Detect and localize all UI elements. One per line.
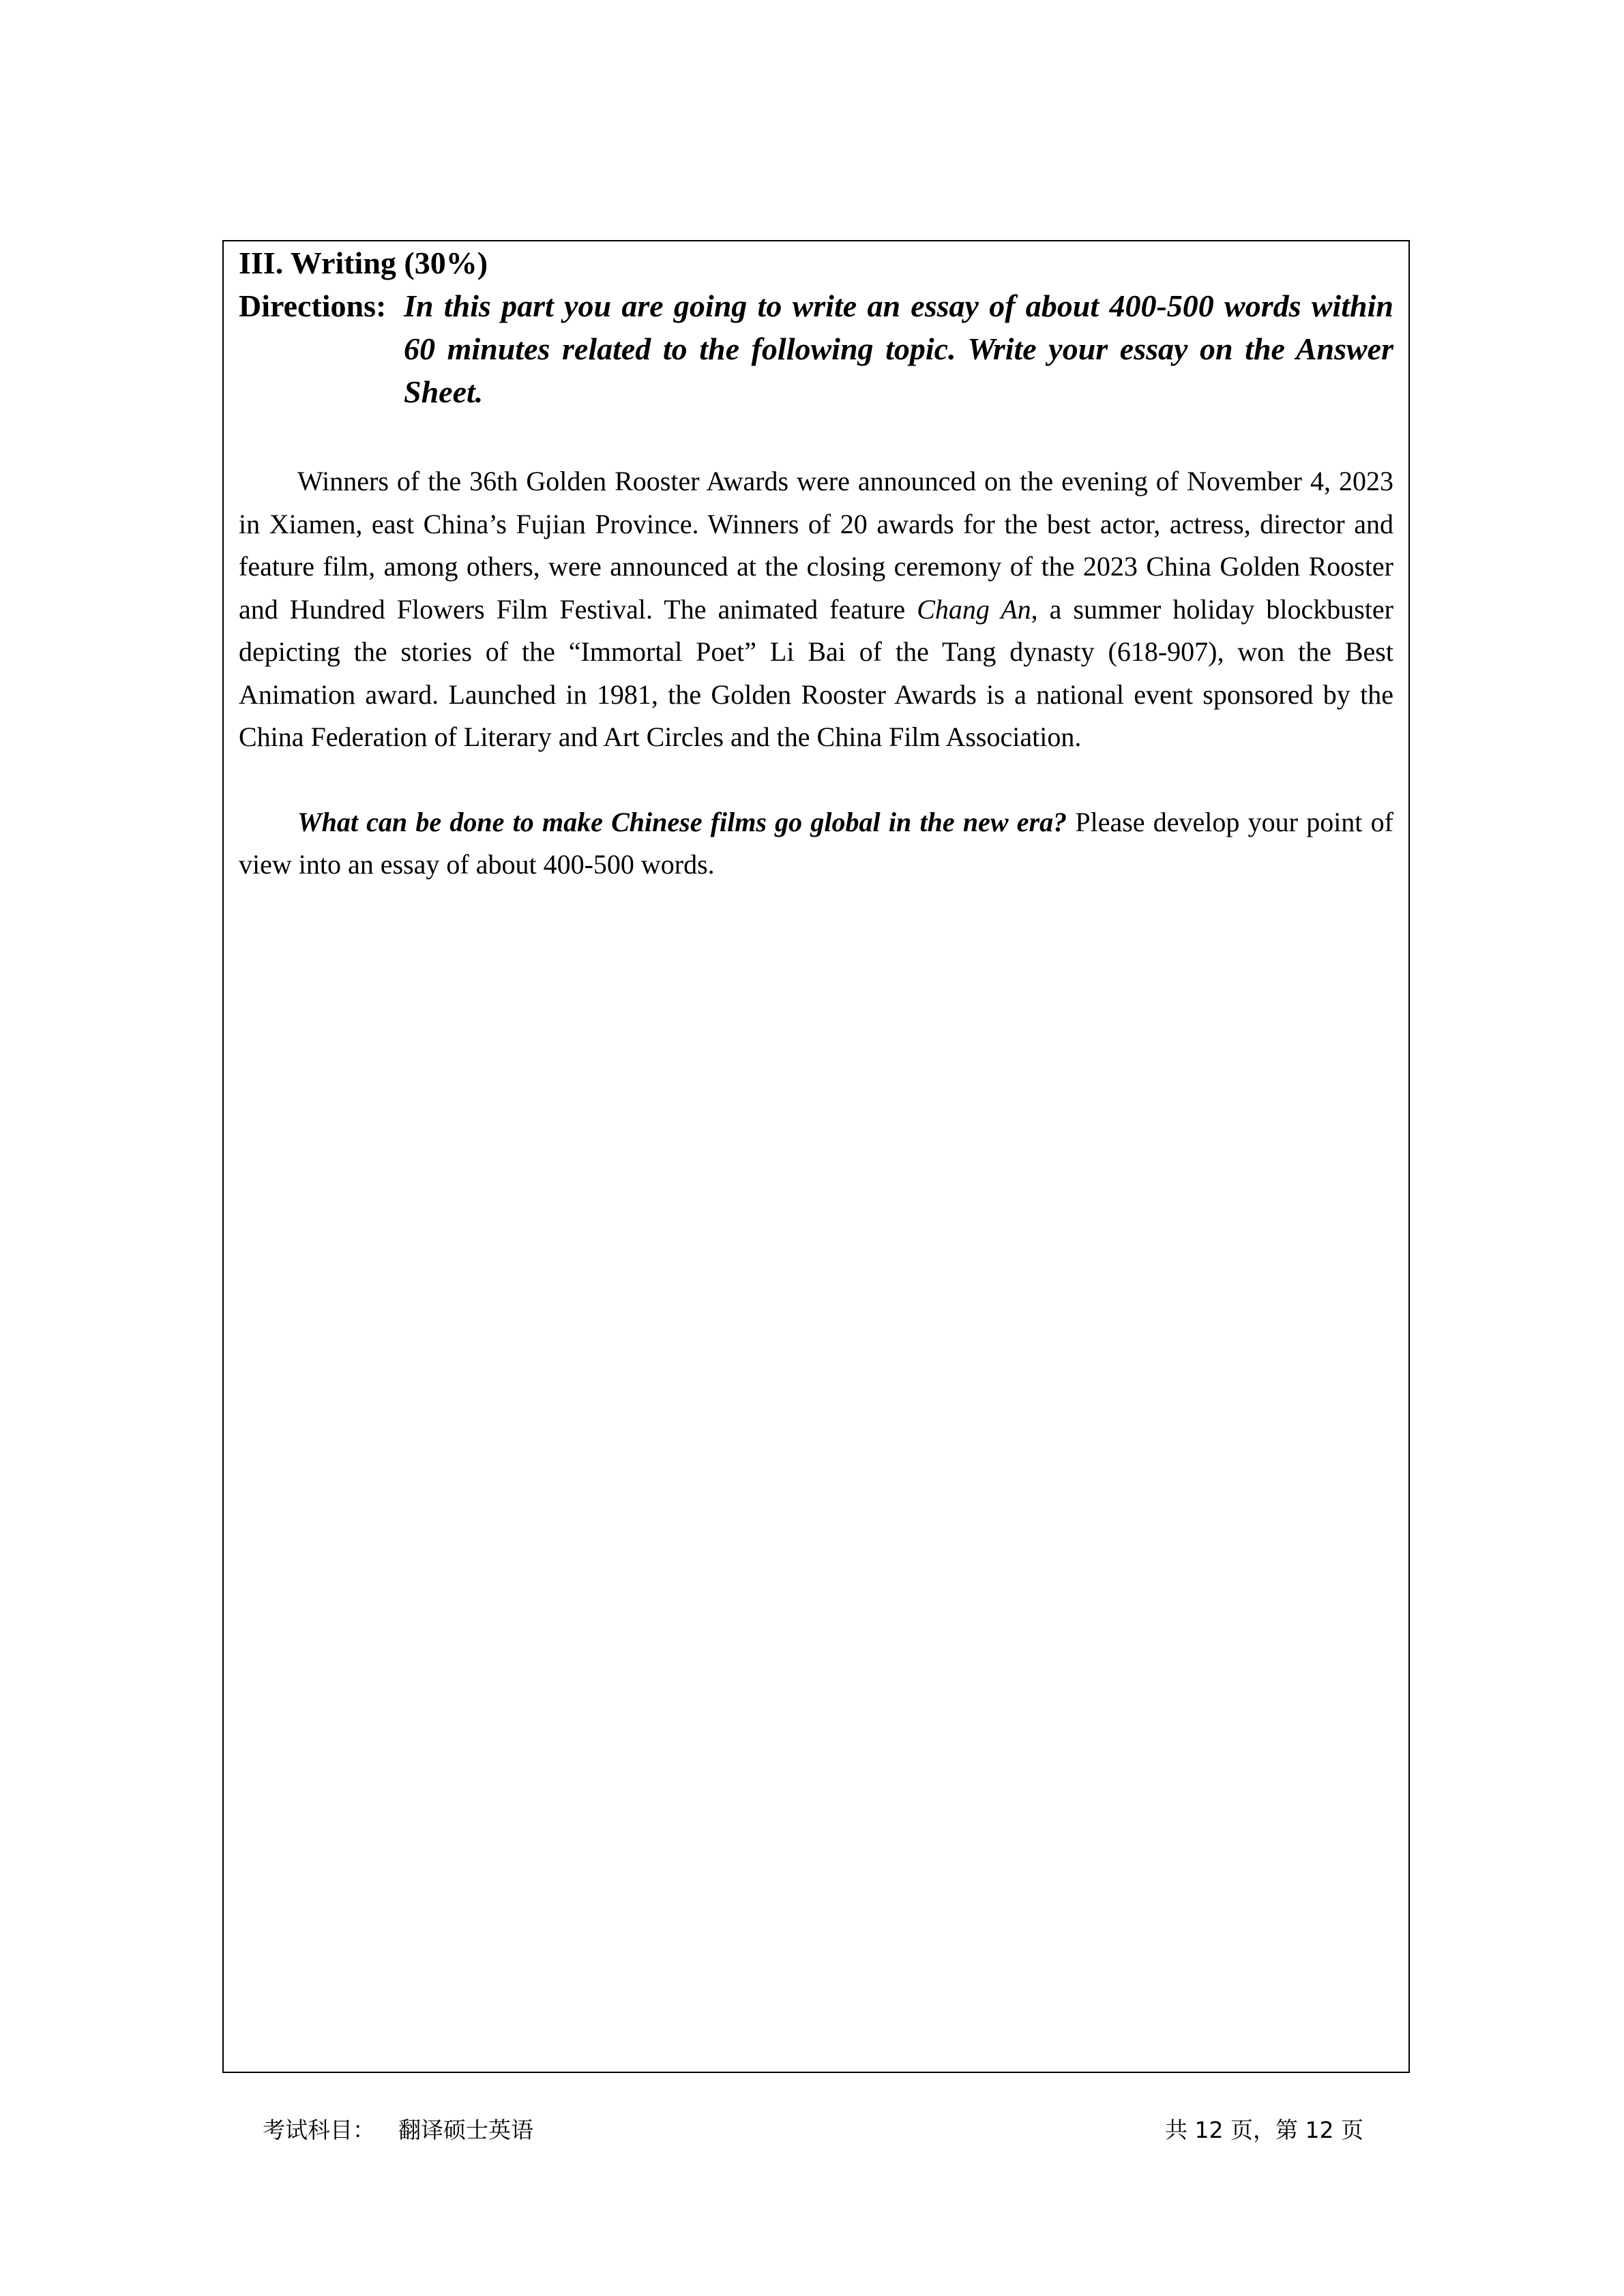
subject-label: 考试科目： [263, 2117, 375, 2143]
passage-text-start: Winners of the 36th Golden Rooster Awards were announced on the evening of November 4, 2023 in Xiamen, east China’s Fujian Province. Winners of 20 awards for the best actor, actress, director and feature film, among others, were announced at the closing ceremony of the 2023 China Golden Rooster and Hundred Flowers Film Festival. The animated feature [239, 466, 1393, 625]
directions-label: Directions: [239, 288, 387, 323]
essay-prompt [239, 801, 1393, 886]
film-title: Chang An [917, 593, 1031, 625]
essay-instruction: Please develop your point of view into an essay of about 400-500 words. [239, 806, 1393, 880]
directions-text: In this part you are going to write an essay of about 400-500 words within 60 minutes related to the following topic. Write your essay on the Answer Sheet. [404, 288, 1393, 409]
subject-value: 翻译硕士英语 [398, 2117, 533, 2143]
essay-question: What can be done to make Chinese films go global in the new era? [297, 806, 1067, 837]
directions [239, 284, 1393, 413]
passage-text-end: , a summer holiday blockbuster depicting the stories of the “Immortal Poet” Li Bai of the Tang dynasty (618-907), won the Best Animation award. Launched in 1981, the Golden Rooster Awards is a national event sponsored by the China Federation of Literary and Art Circles and the China Film Association. [239, 593, 1393, 752]
passage-paragraph [239, 460, 1393, 759]
question-box [222, 240, 1410, 2073]
footer-subject [263, 2115, 533, 2145]
section-title: III. Writing (30%) [239, 245, 488, 280]
footer-page-info: 共 12 页，第 12 页 [1165, 2117, 1363, 2143]
question-content [239, 241, 1393, 886]
